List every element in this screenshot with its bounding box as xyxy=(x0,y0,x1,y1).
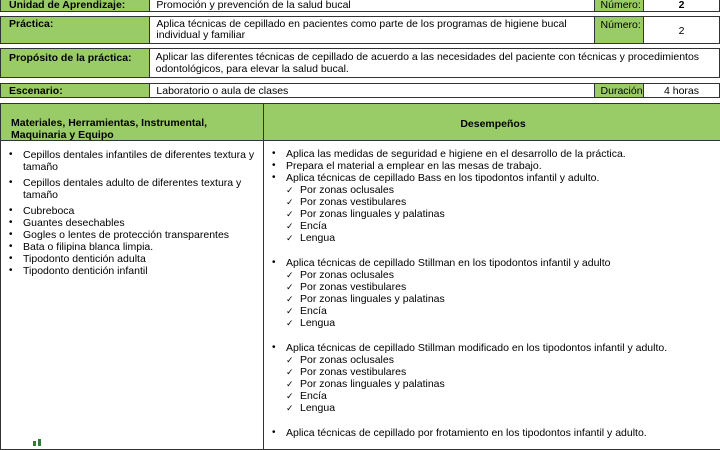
check-item: ✓ Por zonas oclusales xyxy=(264,184,720,196)
row-proposito xyxy=(0,48,720,78)
check-item: ✓ Encía xyxy=(264,220,720,232)
desempenos-intro-list xyxy=(264,148,720,184)
list-item: • Cepillos dentales infantiles de diferentes textura y tamaño xyxy=(1,149,265,173)
check-item: ✓ Por zonas linguales y palatinas xyxy=(264,208,720,220)
practica-label: Práctica: xyxy=(0,16,151,44)
proposito-value: Aplicar las diferentes técnicas de cepillado de acuerdo a las necesidades del paciente con técnicas y procedimientos odontológicos, para elevar la salud bucal. xyxy=(149,48,720,78)
desempenos-heading xyxy=(263,103,720,141)
list-item: • Gogles o lentes de protección transparentes xyxy=(1,229,265,241)
check-item: ✓ Lengua xyxy=(264,232,720,244)
list-item: • Aplica las medidas de seguridad e higiene en el desarrollo de la práctica. xyxy=(264,148,720,160)
desempenos-panel xyxy=(263,140,720,450)
numero2-label: Número: xyxy=(594,16,645,44)
list-item: • Tipodonto dentición adulta xyxy=(1,253,265,265)
list-item: • Aplica técnicas de cepillado Stillman modificado en los tipodontos infantil y adulto. xyxy=(264,342,720,354)
list-item: • Prepara el material a emplear en las mesas de trabajo. xyxy=(264,160,720,172)
list-item: • Bata o filipina blanca limpia. xyxy=(1,241,265,253)
duracion-value: 4 horas xyxy=(643,83,720,98)
list-item: • Tipodonto dentición infantil xyxy=(1,265,265,277)
row-unidad xyxy=(0,0,720,12)
check-item: ✓ Lengua xyxy=(264,402,720,414)
list-item: • Aplica técnicas de cepillado Stillman en los tipodontos infantil y adulto xyxy=(264,257,720,269)
check-item: ✓ Por zonas linguales y palatinas xyxy=(264,378,720,390)
check-item: ✓ Por zonas vestibulares xyxy=(264,196,720,208)
materiales-heading-text: Materiales, Herramientas, Instrumental, Maquinaria y Equipo xyxy=(11,117,208,141)
materiales-panel xyxy=(0,140,265,450)
list-item: • Guantes desechables xyxy=(1,217,265,229)
check-item: ✓ Por zonas vestibulares xyxy=(264,366,720,378)
check-item: ✓ Encía xyxy=(264,305,720,317)
check-item: ✓ Por zonas vestibulares xyxy=(264,281,720,293)
row-practica xyxy=(0,16,720,44)
proposito-label: Propósito de la práctica: xyxy=(0,48,150,78)
list-item: • Cepillos dentales adulto de diferentes textura y tamaño xyxy=(1,177,265,201)
list-item: • Aplica técnicas de cepillado por frotamiento en los tipodontos infantil y adulto. xyxy=(264,427,720,439)
check-item: ✓ Encía xyxy=(264,390,720,402)
list-item: • Cubreboca xyxy=(1,205,265,217)
desempenos-heading-text: Desempeños xyxy=(460,118,526,130)
numero1-value: 2 xyxy=(643,0,720,12)
check-item: ✓ Por zonas oclusales xyxy=(264,269,720,281)
stillman-list xyxy=(264,257,720,269)
materiales-list xyxy=(1,149,265,277)
unidad-label: Unidad de Aprendizaje: xyxy=(0,0,151,12)
stillman-mod-list xyxy=(264,342,720,354)
unidad-value: Promoción y prevención de la salud bucal xyxy=(149,0,595,12)
numero2-value: 2 xyxy=(643,16,720,44)
check-item: ✓ Por zonas linguales y palatinas xyxy=(264,293,720,305)
materiales-heading xyxy=(0,103,265,141)
bass-checklist xyxy=(264,184,720,244)
duracion-label: Duración xyxy=(594,83,645,98)
escenario-value: Laboratorio o aula de clases xyxy=(149,83,595,98)
stillman-mod-checklist xyxy=(264,354,720,414)
check-item: ✓ Lengua xyxy=(264,317,720,329)
list-item: • Aplica técnicas de cepillado Bass en los tipodontos infantil y adulto. xyxy=(264,172,720,184)
practica-value: Aplica técnicas de cepillado en pacientes como parte de los programas de higiene bucal individual y familiar xyxy=(149,16,595,44)
escenario-label: Escenario: xyxy=(0,83,151,98)
row-escenario xyxy=(0,83,720,98)
check-item: ✓ Por zonas oclusales xyxy=(264,354,720,366)
frotamiento-list xyxy=(264,427,720,439)
numero1-label: Número: xyxy=(594,0,645,12)
stillman-checklist xyxy=(264,269,720,329)
